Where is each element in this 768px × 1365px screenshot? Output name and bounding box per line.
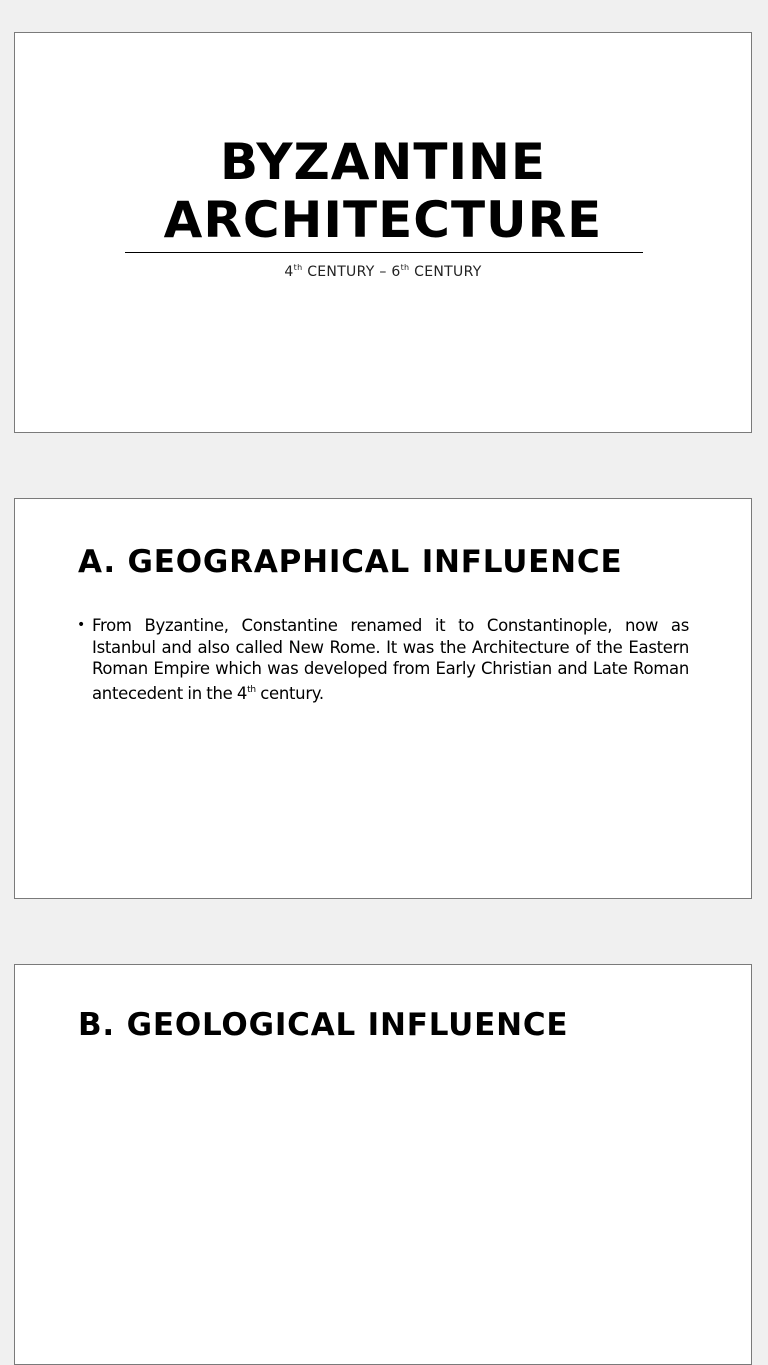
bullet-list [77,615,689,704]
subtitle-start-suffix: th [293,263,303,272]
title-line-2: ARCHITECTURE [163,191,603,249]
bullet-item [77,615,689,704]
slide-subtitle [15,263,751,280]
subtitle-end-number: 6 [391,264,401,280]
geographical-influence-slide [14,498,752,899]
subtitle-start-number: 4 [284,264,294,280]
bullet-ordinal-suffix: th [247,684,256,695]
slide-heading: B. GEOLOGICAL INFLUENCE [78,1007,569,1043]
subtitle-end-suffix: th [400,263,410,272]
bullet-marker: • [77,617,85,633]
slide-title [15,133,751,249]
slide-heading: A. GEOGRAPHICAL INFLUENCE [78,544,623,580]
subtitle-end-label: CENTURY [409,264,482,280]
bullet-text-end: century. [255,683,324,703]
subtitle-start-label: CENTURY – [302,264,392,280]
geological-influence-slide [14,964,752,1365]
title-slide [14,32,752,433]
title-divider [125,252,643,253]
title-line-1: BYZANTINE [219,133,547,191]
bullet-text: From Byzantine, Constantine renamed it to Constantinople, now as Istanbul and also called New Rome. It was the Architecture of the Eastern Roman Empire which was developed from Early Christian and Late Roman antecedent in the 4 [92,616,689,703]
